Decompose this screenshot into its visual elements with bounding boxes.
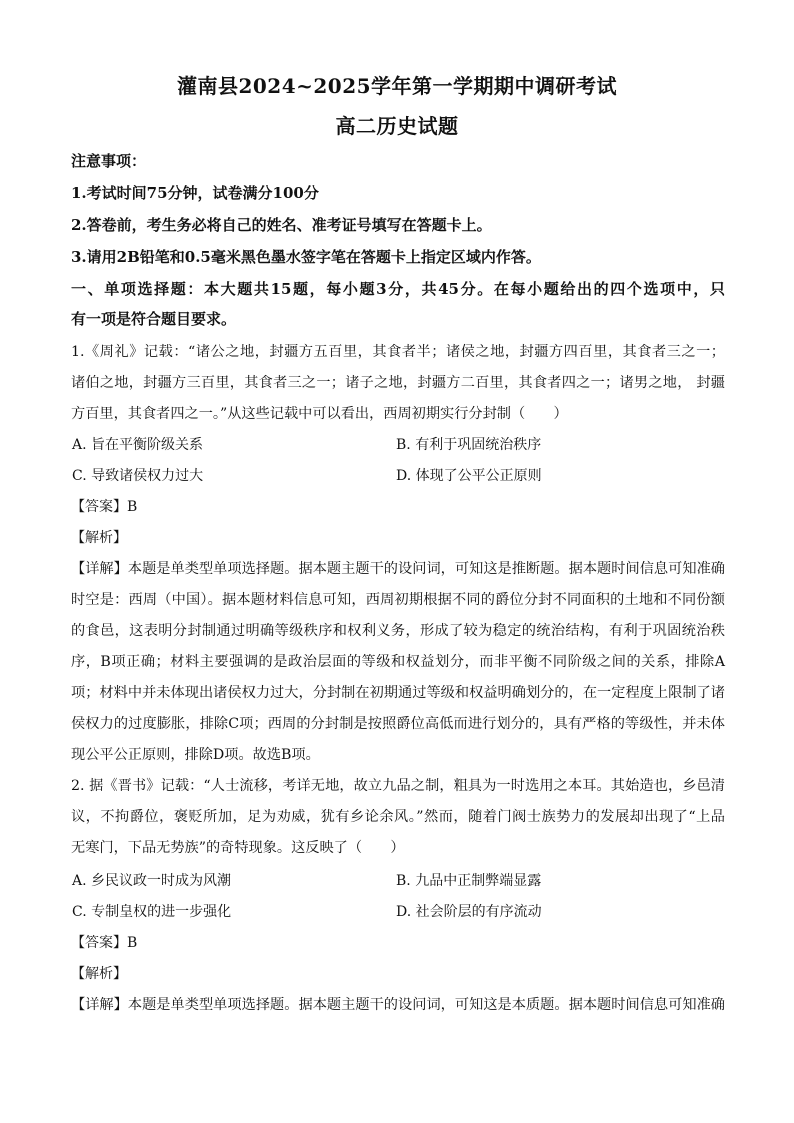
q1-stem-line: 诸伯之地，封疆方三百里，其食者三之一；诸子之地，封疆方二百里，其食者四之一；诸男之地， 封疆 [71, 375, 725, 391]
q2-stem-line: 议，不拘爵位，褒贬所加，足为劝威，犹有乡论余风。”然而，随着门阀士族势力的发展却出现了“上品 [71, 809, 725, 825]
q1-detail-line: 现公平公正原则，排除D项。故选B项。 [71, 747, 320, 763]
q1-stem-line: 1.《周礼》记载：“诸公之地，封疆方五百里，其食者半；诸侯之地，封疆方四百里，其食者三之一； [71, 344, 725, 360]
q1-detail-line: 时空是：西周（中国）。据本题材料信息可知，西周初期根据不同的爵位分封不同面积的土地和不同份额 [71, 592, 725, 608]
q1-option-d: D. 体现了公平公正原则 [396, 468, 542, 484]
section-heading-line: 有一项是符合题目要求。 [71, 310, 237, 328]
q1-option-b: B. 有利于巩固统治秩序 [396, 437, 542, 453]
q1-detail-line: 【详解】本题是单类型单项选择题。据本题主题干的设问词，可知这是推断题。据本题时间信息可知准确 [71, 561, 725, 577]
exam-subtitle: 高二历史试题 [335, 114, 459, 138]
q2-option-b: B. 九品中正制弊端显露 [396, 873, 542, 889]
q2-option-a: A. 乡民议政一时成为风潮 [72, 873, 232, 889]
note-item: 1.考试时间75分钟，试卷满分100分 [71, 184, 319, 202]
q2-option-d: D. 社会阶层的有序流动 [396, 904, 542, 920]
exam-title: 灌南县2024~2025学年第一学期期中调研考试 [176, 74, 618, 98]
q1-stem-line: 方百里，其食者四之一。”从这些记载中可以看出，西周初期实行分封制（ ） [71, 406, 568, 422]
q2-answer: 【答案】B [71, 935, 138, 951]
q1-detail-line: 序，B项正确；材料主要强调的是政治层面的等级和权益划分，而非平衡不同阶级之间的关系，排除A [71, 654, 725, 670]
q1-option-c: C. 导致诸侯权力过大 [72, 468, 204, 484]
note-item: 2.答卷前，考生务必将自己的姓名、准考证号填写在答题卡上。 [71, 216, 492, 234]
q1-detail-line: 的食邑，这表明分封制通过明确等级秩序和权利义务，形成了较为稳定的统治结构，有利于巩固统治秩 [71, 623, 725, 639]
section-heading-line: 一、单项选择题：本大题共15题，每小题3分，共45分。在每小题给出的四个选项中，只 [71, 280, 725, 298]
notes-heading: 注意事项： [71, 152, 147, 170]
q1-option-a: A. 旨在平衡阶级关系 [72, 437, 204, 453]
q1-analysis-label: 【解析】 [71, 530, 127, 546]
q2-analysis-label: 【解析】 [71, 966, 127, 982]
q2-detail-line: 【详解】本题是单类型单项选择题。据本题主题干的设问词，可知这是本质题。据本题时间信息可知准确 [71, 997, 725, 1013]
q1-answer: 【答案】B [71, 499, 138, 515]
q1-detail-line: 项；材料中并未体现出诸侯权力过大，分封制在初期通过等级和权益明确划分的，在一定程度上限制了诸 [71, 685, 725, 701]
note-item: 3.请用2B铅笔和0.5毫米黑色墨水签字笔在答题卡上指定区域内作答。 [71, 248, 541, 266]
q2-stem-line: 无寒门，下品无势族”的奇特现象。这反映了（ ） [71, 840, 405, 856]
q2-option-c: C. 专制皇权的进一步强化 [72, 904, 232, 920]
q1-detail-line: 侯权力的过度膨胀，排除C项；西周的分封制是按照爵位高低而进行划分的，具有严格的等级性，并未体 [71, 716, 725, 732]
q2-stem-line: 2. 据《晋书》记载：“人士流移，考详无地，故立九品之制，粗具为一时选用之本耳。其始造也，乡邑清 [71, 778, 725, 794]
